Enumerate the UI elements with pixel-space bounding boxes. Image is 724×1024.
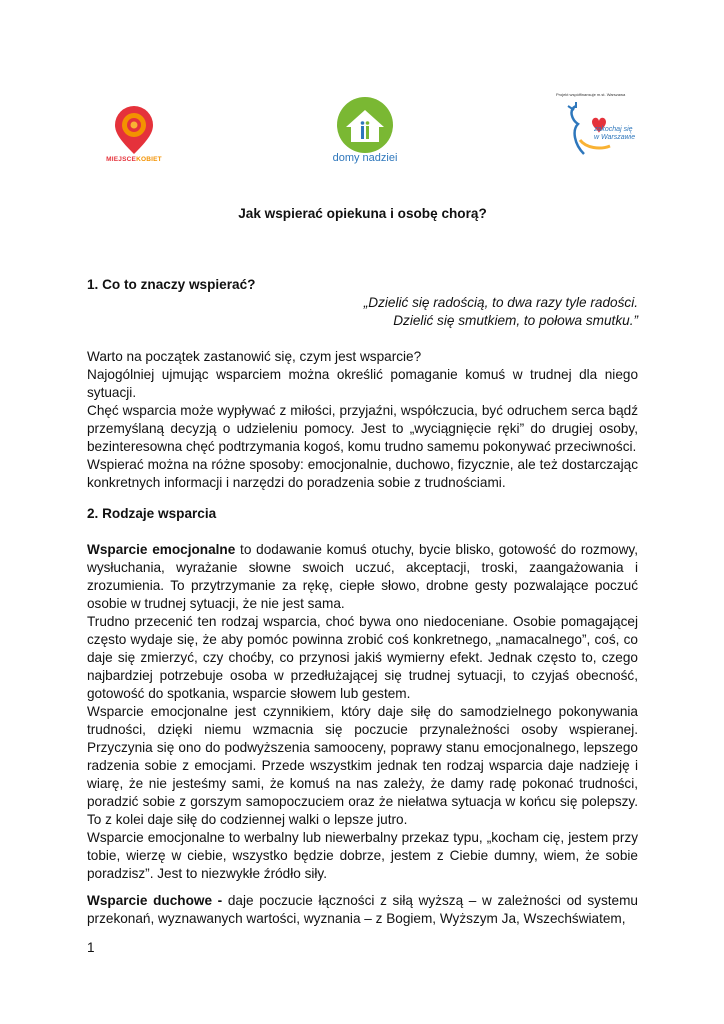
paragraph: Wspierać można na różne sposoby: emocjonalnie, duchowo, fizycznie, ale też dostarczając konkretnych informacji i narzędzi do poradzenia sobie z trudnościami.: [87, 457, 638, 490]
paragraph: [87, 541, 638, 613]
term-emotional: Wsparcie emocjonalne: [87, 542, 236, 557]
paragraph: Trudno przecenić ten rodzaj wsparcia, choć bywa ono niedoceniane. Osobie pomagającej często wydaje się, że aby pomóc powinna zrobić coś konkretnego, „namacalnego”, coś, co daje się zmierzyć, czy choćby, co przynosi jakiś wymierny efekt. Jednak często to, czego najbardziej potrzebuje osoba w przedłużającej się trudnej sytuacji, to czyjaś obecność, gotowość do spotkania, wsparcie słowem lub gestem.: [87, 614, 638, 701]
miejsce-kobiet-logo: [104, 104, 164, 170]
paragraph: Chęć wsparcia może wypływać z miłości, przyjaźni, współczucia, być odruchem serca bądź przemyślaną decyzją o udzieleniu pomocy. Jest to „wyciągnięcie ręki” do drugiej osoby, bezinteresowna chęć podtrzymania kogoś, komu trudno samemu pokonywać przeciwności.: [87, 403, 638, 454]
house-icon: [330, 96, 400, 154]
location-pin-icon: [104, 104, 164, 156]
section-2-heading: 2. Rodzaje wsparcia: [87, 506, 217, 521]
document-title: Jak wspierać opiekuna i osobę chorą?: [238, 206, 487, 221]
logo-line1: zakochaj się: [594, 126, 633, 133]
section-2-emotional: [87, 541, 638, 883]
domy-nadziei-logo: [330, 96, 400, 168]
logo-text: domy nadziei: [332, 152, 398, 164]
logo-text-part1: MIEJSCE: [106, 156, 137, 163]
logo-line2: w Warszawie: [594, 134, 636, 141]
logo-text-part2: KOBIET: [136, 156, 162, 163]
section-1-heading: 1. Co to znaczy wspierać?: [87, 277, 256, 292]
paragraph-text: daje poczucie łączności z siłą wyższą – w zależności od systemu przekonań, wyznawanych wartości, wyznania – z Bogiem, Wyższym Ja, Wszechświatem,: [87, 893, 638, 926]
paragraph: Wsparcie emocjonalne to werbalny lub niewerbalny przekaz typu, „kocham cię, jestem przy tobie, wierzę w ciebie, wszystko będzie dobrze, jestem z Ciebie dumny, wiem, że sobie poradzisz”. Jest to niezwykłe źródło siły.: [87, 830, 638, 881]
warszawa-logo: [556, 92, 652, 164]
paragraph: Najogólniej ujmując wsparciem można określić pomaganie komuś w trudnej dla niego sytuacji.: [87, 367, 638, 400]
logo-caption: Projekt współfinansuje m.st. Warszawa: [556, 92, 626, 97]
page-number: 1: [87, 940, 95, 955]
paragraph: [87, 892, 638, 928]
term-spiritual: Wsparcie duchowe -: [87, 893, 223, 908]
section-1-body: [87, 348, 638, 492]
paragraph: Wsparcie emocjonalne jest czynnikiem, który daje siłę do samodzielnego pokonywania trudności, dzięki niemu wzmacnia się poczucie przynależności osoby wspieranej. Przyczynia się ono do podwyższenia samooceny, poprawy stanu emocjonalnego, lepszego radzenia sobie z emocjami. Przede wszystkim jednak ten rodzaj wsparcia daje nadzieję i wiarę, że nie jesteśmy sami, że komuś na nas zależy, że damy radę pokonać trudności, poradzić sobie z gorszym samopoczuciem oraz że niełatwa sytuacja w końcu się polepszy. To z kolei daje siłę do codziennej walki o lepsze jutro.: [87, 704, 638, 827]
section-2-spiritual: [87, 892, 638, 928]
paragraph-text: to dodawanie komuś otuchy, bycie blisko, gotowość do rozmowy, wysłuchania, wyrażanie słowne swoich uczuć, akceptacji, troski, zaangażowania i zrozumienia. To przytrzymanie za rękę, ciepłe słowo, drobne gesty pozwalające poczuć osobie w trudnej sytuacji, że nie jest sama.: [87, 542, 638, 611]
quote-line-2: Dzielić się smutkiem, to połowa smutku.”: [393, 313, 638, 328]
paragraph: Warto na początek zastanowić się, czym jest wsparcie?: [87, 349, 422, 364]
quote-line-1: „Dzielić się radością, to dwa razy tyle radości.: [363, 295, 638, 310]
